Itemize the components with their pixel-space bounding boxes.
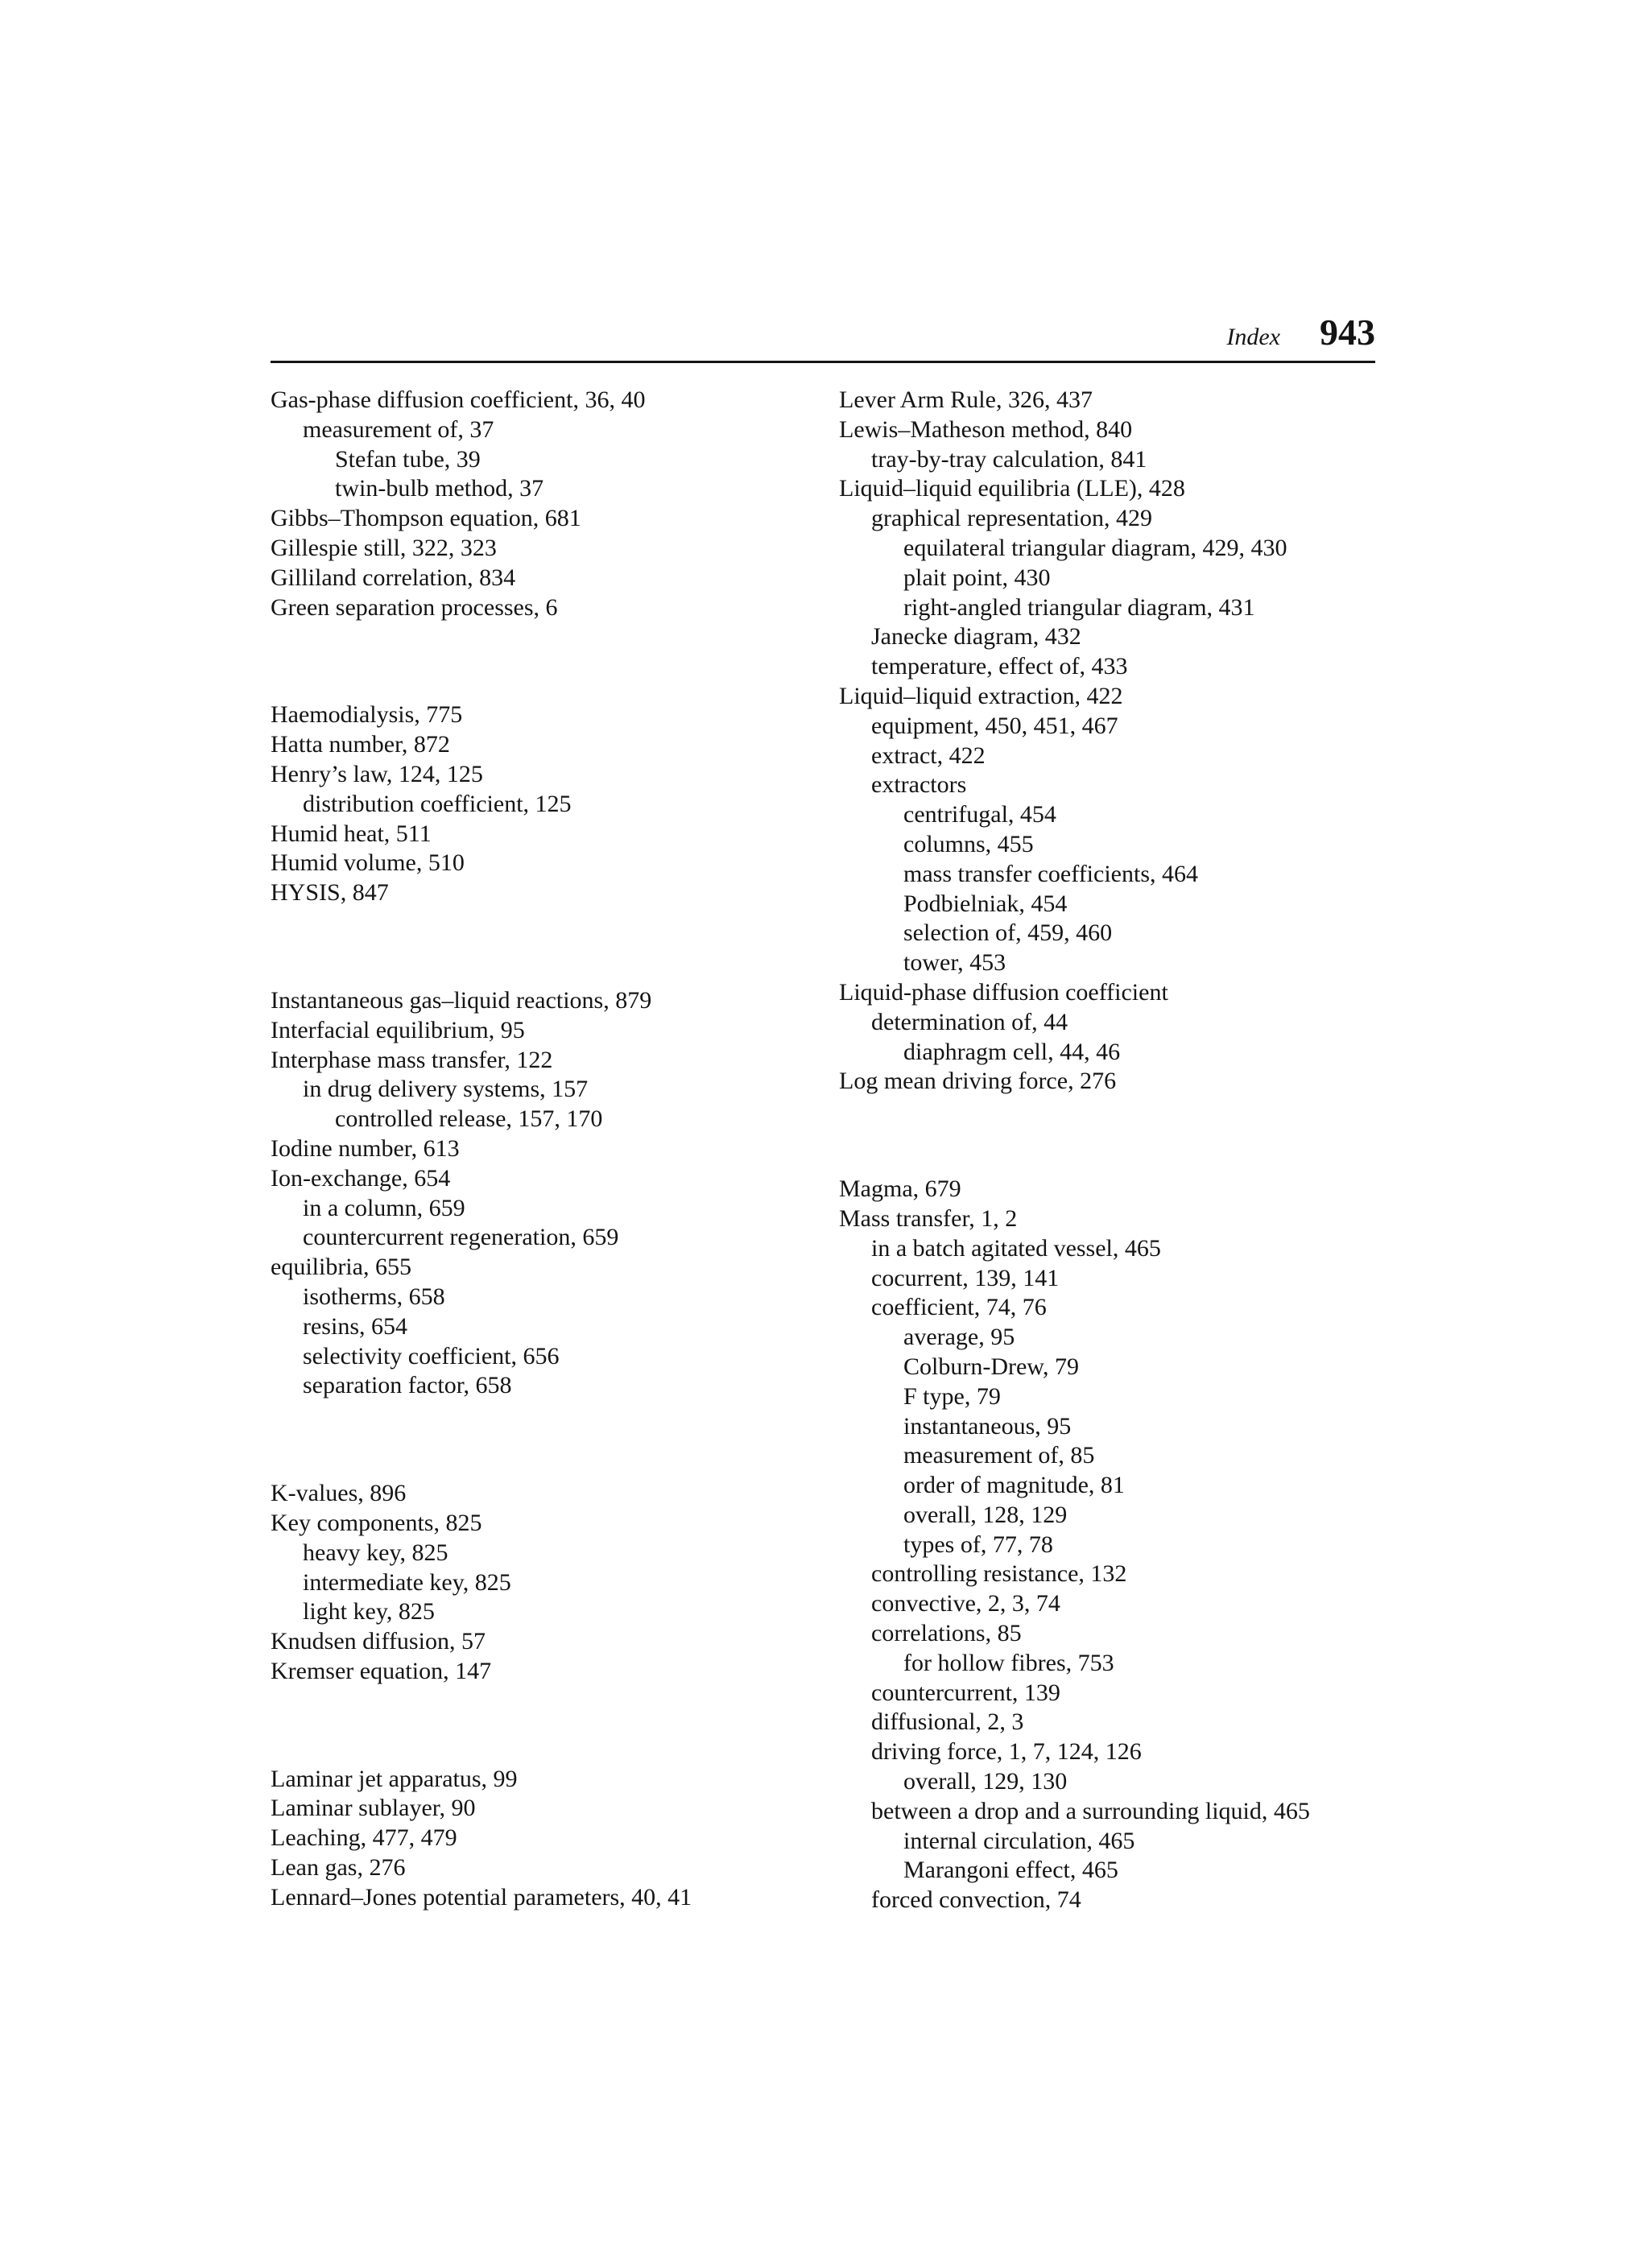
index-entry: Liquid–liquid extraction, 422 (839, 682, 1123, 709)
index-subentry: Podbielniak, 454 (903, 890, 1068, 917)
index-subentry: equilateral triangular diagram, 429, 430 (903, 534, 1287, 561)
index-subentry: Janecke diagram, 432 (871, 623, 1081, 651)
index-subentry: internal circulation, 465 (903, 1827, 1135, 1854)
index-subentry: coefficient, 74, 76 (871, 1294, 1047, 1321)
index-subentry: separation factor, 658 (303, 1372, 512, 1399)
section-gap (271, 1687, 770, 1765)
index-subentry: F type, 79 (903, 1382, 1001, 1410)
index-column-right (839, 386, 1387, 1915)
index-entry: Interphase mass transfer, 122 (271, 1046, 553, 1073)
index-subentry: driving force, 1, 7, 124, 126 (871, 1738, 1142, 1766)
index-entry: Laminar sublayer, 90 (271, 1795, 476, 1822)
index-entry: K-values, 896 (271, 1480, 407, 1507)
index-subentry: graphical representation, 429 (871, 505, 1153, 532)
index-subentry: columns, 455 (903, 830, 1034, 857)
index-subentry: in a batch agitated vessel, 465 (871, 1234, 1161, 1262)
index-entry: Iodine number, 613 (271, 1134, 460, 1162)
index-entry: Lewis–Matheson method, 840 (839, 415, 1133, 443)
index-subentry: instantaneous, 95 (903, 1412, 1072, 1440)
index-entry: Instantaneous gas–liquid reactions, 879 (271, 986, 652, 1014)
index-entry: Green separation processes, 6 (271, 593, 558, 621)
index-subentry: equipment, 450, 451, 467 (871, 712, 1118, 739)
index-entry: Kremser equation, 147 (271, 1657, 492, 1684)
header-label: Index (1226, 324, 1280, 350)
index-subentry: overall, 128, 129 (903, 1501, 1068, 1528)
index-entry: Knudsen diffusion, 57 (271, 1628, 486, 1655)
index-subentry: extractors (871, 771, 967, 799)
index-entry: Haemodialysis, 775 (271, 701, 463, 729)
index-entry: Laminar jet apparatus, 99 (271, 1765, 518, 1792)
index-entry: Lean gas, 276 (271, 1854, 406, 1882)
index-subentry: average, 95 (903, 1324, 1015, 1351)
index-subentry: mass transfer coefficients, 464 (903, 860, 1198, 887)
index-entry: Ion-exchange, 654 (271, 1164, 451, 1192)
index-entry: Henry’s law, 124, 125 (271, 760, 483, 787)
index-subentry: selectivity coefficient, 656 (303, 1342, 560, 1369)
index-subentry: diffusional, 2, 3 (871, 1708, 1024, 1736)
section-gap (271, 622, 770, 700)
index-entry: Humid volume, 510 (271, 849, 465, 877)
index-entry: Interfacial equilibrium, 95 (271, 1016, 525, 1043)
section-gap (271, 1401, 770, 1479)
index-subentry: controlling resistance, 132 (871, 1560, 1127, 1588)
index-subentry: in drug delivery systems, 157 (303, 1076, 589, 1103)
index-entry: Humid heat, 511 (271, 820, 432, 847)
index-entry: Log mean driving force, 276 (839, 1068, 1117, 1095)
index-subentry: measurement of, 85 (903, 1442, 1095, 1469)
index-entry: Hatta number, 872 (271, 731, 450, 758)
index-subentry: resins, 654 (303, 1312, 407, 1340)
index-entry: Mass transfer, 1, 2 (839, 1204, 1018, 1232)
index-subentry: twin-bulb method, 37 (335, 475, 544, 502)
index-subentry: measurement of, 37 (303, 415, 494, 443)
index-entry: Leaching, 477, 479 (271, 1824, 457, 1852)
index-entry: Liquid-phase diffusion coefficient (839, 978, 1168, 1006)
index-subentry: diaphragm cell, 44, 46 (903, 1038, 1121, 1065)
index-subentry: distribution coefficient, 125 (303, 790, 572, 817)
index-subentry: Marangoni effect, 465 (903, 1857, 1118, 1884)
section-gap (271, 908, 770, 986)
index-subentry: heavy key, 825 (303, 1539, 448, 1566)
index-subentry: intermediate key, 825 (303, 1568, 511, 1596)
section-gap (839, 1097, 1387, 1175)
index-subentry: right-angled triangular diagram, 431 (903, 593, 1255, 621)
index-subentry: between a drop and a surrounding liquid, 465 (871, 1797, 1310, 1824)
page-number: 943 (1320, 312, 1375, 353)
index-subentry: overall, 129, 130 (903, 1768, 1068, 1795)
index-entry: Liquid–liquid equilibria (LLE), 428 (839, 475, 1185, 502)
index-entry: Gibbs–Thompson equation, 681 (271, 505, 581, 532)
index-subentry: cocurrent, 139, 141 (871, 1264, 1060, 1291)
index-subentry: controlled release, 157, 170 (335, 1105, 603, 1133)
index-subentry: countercurrent regeneration, 659 (303, 1224, 619, 1251)
index-subentry: for hollow fibres, 753 (903, 1649, 1114, 1676)
index-subentry: countercurrent, 139 (871, 1679, 1060, 1706)
index-entry: Lever Arm Rule, 326, 437 (839, 386, 1093, 413)
index-subentry: in a column, 659 (303, 1194, 465, 1221)
index-subentry: convective, 2, 3, 74 (871, 1590, 1060, 1617)
index-entry: Gillespie still, 322, 323 (271, 534, 497, 561)
index-subentry: tower, 453 (903, 949, 1006, 977)
index-entry: equilibria, 655 (271, 1254, 411, 1281)
index-subentry: tray-by-tray calculation, 841 (871, 445, 1147, 473)
running-header (271, 312, 1375, 363)
index-entry: Gilliland correlation, 834 (271, 564, 516, 591)
index-subentry: light key, 825 (303, 1598, 435, 1626)
index-column-left (271, 386, 770, 1913)
index-subentry: isotherms, 658 (303, 1283, 445, 1310)
index-subentry: Stefan tube, 39 (335, 445, 481, 473)
index-entry: Key components, 825 (271, 1509, 482, 1536)
index-subentry: selection of, 459, 460 (903, 919, 1113, 947)
index-entry: Lennard–Jones potential parameters, 40, 41 (271, 1883, 692, 1911)
index-subentry: plait point, 430 (903, 564, 1051, 591)
index-entry: Gas-phase diffusion coefficient, 36, 40 (271, 386, 646, 413)
index-subentry: extract, 422 (871, 742, 986, 769)
index-subentry: Colburn-Drew, 79 (903, 1353, 1080, 1380)
index-subentry: forced convection, 74 (871, 1886, 1081, 1914)
index-subentry: determination of, 44 (871, 1008, 1068, 1035)
index-entry: HYSIS, 847 (271, 879, 389, 907)
index-entry: Magma, 679 (839, 1175, 961, 1203)
index-subentry: temperature, effect of, 433 (871, 653, 1128, 680)
index-subentry: centrifugal, 454 (903, 801, 1056, 828)
index-subentry: types of, 77, 78 (903, 1531, 1053, 1558)
index-subentry: correlations, 85 (871, 1620, 1022, 1647)
index-subentry: order of magnitude, 81 (903, 1472, 1125, 1499)
